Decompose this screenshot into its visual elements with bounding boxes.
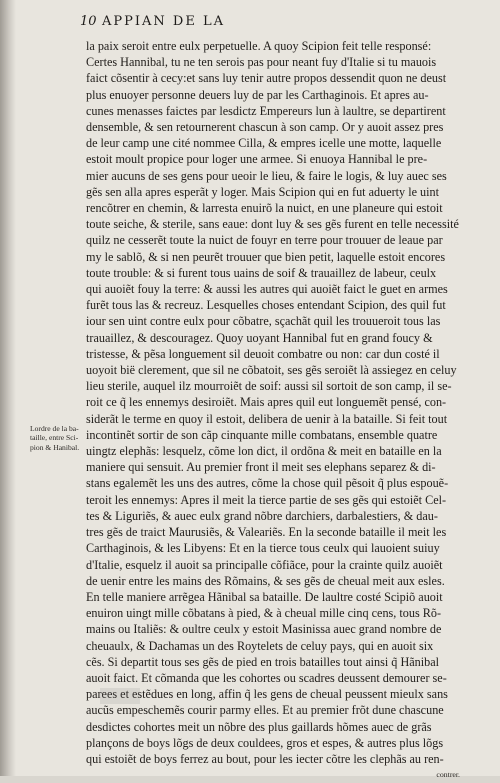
margin-note: [30, 424, 90, 452]
text-line: my le sablõ, & si nen peurẽt trouuer que bien petit, laquelle estoit encores: [86, 249, 446, 264]
text-line: roit ce q̃ les ennemys desiroiẽt. Mais apres quil eut longuemẽt pensé, con-: [86, 395, 447, 410]
text-line: toute trouble: & si furent tous uains de soif & trauaillez de labeur, ceulx: [86, 265, 437, 280]
text-line: iour sen uint contre eulx pour cõbatre, sçachãt quil les trouueroit tous las: [86, 314, 441, 329]
text-line: mier aucuns de ses gens pour ueoir le lieu, & faire le logis, & luy auec ses: [86, 168, 447, 183]
text-line: desdictes cohortes meit un nõbre des plus gaillards hõmes auec de grãs: [86, 719, 432, 734]
text-line: teroit les ennemys: Apres il meit la tierce partie de ses gẽs qui estoiẽt Cel-: [86, 492, 447, 507]
text-line: la paix seroit entre eulx perpetuelle. A quoy Scipion feit telle responsé:: [86, 39, 432, 53]
text-line: incontinẽt sortir de son cãp cinquante mille combatans, ensemble quatre: [86, 427, 438, 442]
margin-note-line: taille, entre Sci-: [30, 433, 79, 443]
text-line: de uenir entre les mains des Rõmains, & ses gẽs de cheual meit aux esles.: [86, 573, 445, 588]
text-line: qui auoiẽt fouy la terre: & aussi les autres qui auoiẽt faict le guet en armes: [86, 282, 448, 297]
text-line: lieu sterile, auquel ilz mourroiẽt de soif: aussi sil sortoit de son camp, il se-: [86, 379, 452, 394]
text-line: faict cõsentir à cecy:et sans luy tenir autre propos dessendit quon ne deust: [86, 71, 447, 86]
text-line: En telle maniere arrẽgea Hãnibal sa bataille. De laultre costé Scipiõ auoit: [86, 589, 443, 604]
text-line: parees et estẽdues en long, affin q̃ les gens de cheual peussent mieulx sans: [86, 687, 448, 702]
text-line: uingtz elephãs: lesquelz, cõme lon dict, il ordõna & meit en bataille en la: [86, 444, 442, 459]
text-line: uoyoit bië clerement, que sil ne cõbatoit, ses gẽs seroiẽt là assiegez en celuy: [86, 363, 457, 378]
text-line: Certes Hannibal, tu ne ten serois pas pour neant fuy d'Italie si tu mauois: [86, 55, 437, 70]
text-line: maniere qui sensuit. Au premier front il meit ses elephans separez & di-: [86, 460, 436, 475]
text-line: quilz ne cesserẽt toute la nuict de fouyr en terre pour trouuer de leaue par: [86, 233, 443, 248]
text-line: estoit moult propice pour loger une armee. Si enuoya Hannibal le pre-: [86, 152, 428, 167]
text-line: cẽs. Si departit tous ses gẽs de pied en trois batailles tout ainsi q̃ Hãnibal: [86, 654, 440, 669]
text-line: aucũs empeschemẽs courir parmy elles. Et au premier frõt dune chascune: [86, 703, 444, 718]
text-line: siderãt le terme en quoy il estoit, delibera de uenir à la bataille. Si feit tout: [86, 411, 448, 426]
text-line: cheuaulx, & Dachamas un des Roytelets de celuy pays, qui en auoit six: [86, 638, 434, 653]
text-line: contrer.: [436, 770, 460, 780]
text-line: densemble, & sen retournerent chascun à son camp. Or y auoit assez pres: [86, 120, 444, 135]
text-line: plançons de boys lõgs de deux couldees, gros et espes, & autres plus lõgs: [86, 735, 444, 750]
text-line: plus enuoyer personne deuers luy de par les Carthaginois. Et apres au-: [86, 87, 429, 102]
folio-number: 10: [80, 14, 97, 29]
text-line: d'Italie, esquelz il auoit sa principalle cõfiãce, pour la crainte quilz auoiẽt: [86, 557, 443, 572]
page-header: [80, 14, 480, 32]
text-line: auoit faict. Et cõmanda que les cohortes ou scadres deussent demourer se-: [86, 670, 447, 685]
text-line: trauaillez, & descouragez. Quoy uoyant Hannibal fut en grand foucy &: [86, 330, 433, 345]
text-line: gẽs sen alla apres esperãt y loger. Mais Scipion qui en fut aduerty le uint: [86, 184, 440, 199]
text-line: tes & Liguriẽs, & auec eulx grand nõbre darchiers, darbalestiers, & dau-: [86, 508, 438, 523]
text-line: qui estoiẽt de boys ferrez au bout, pour les iecter cõtre les clephãs au ren-: [86, 751, 444, 766]
text-line: furẽt tous las & recreuz. Lesquelles choses entendant Scipion, des quil fut: [86, 298, 446, 313]
text-line: de leur camp une cité nommee Cilla, & empres icelle une motte, laquelle: [86, 136, 442, 151]
text-line: tres gẽs de traict Maurusiẽs, & Valeariẽs. En la seconde bataille il meit les: [86, 525, 447, 540]
text-line: stans egalemẽt les uns des autres, cõme la chose quil pẽsoit q̃ plus espouẽ-: [86, 476, 449, 491]
show-through-mark: [100, 688, 140, 704]
text-line: Carthaginois, & les Libyens: Et en la tierce tous ceulx qui lauoient suiuy: [86, 541, 440, 556]
text-line: rencõtrer en chemin, & larresta enuirõ la nuict, en une planeure qui estoit: [86, 201, 443, 216]
text-line: mains ou Italiẽs: & oultre ceulx y estoit Masinissa auec grand nombre de: [86, 622, 442, 637]
text-line: enuiron uingt mille cõbatans à pied, & à cheual mille cinq cens, tous Rõ-: [86, 606, 442, 621]
text-line: toute seiche, & sterile, sans eaue: dont luy & ses gẽs furent en telle necessité: [86, 217, 459, 232]
binding-gutter: [0, 0, 16, 776]
margin-note-line: Lordre de la ba-: [30, 424, 79, 433]
body-text: [86, 38, 474, 783]
running-title: APPIAN DE LA: [102, 14, 225, 29]
text-line: tristesse, & pẽsa longuement sil deuoit combatre ou non: car dun costé il: [86, 346, 440, 361]
margin-note-line: pion & Hanibal.: [30, 442, 80, 452]
text-line: cunes menasses faictes par lesdictz Empereurs lun à laultre, se departirent: [86, 103, 446, 118]
